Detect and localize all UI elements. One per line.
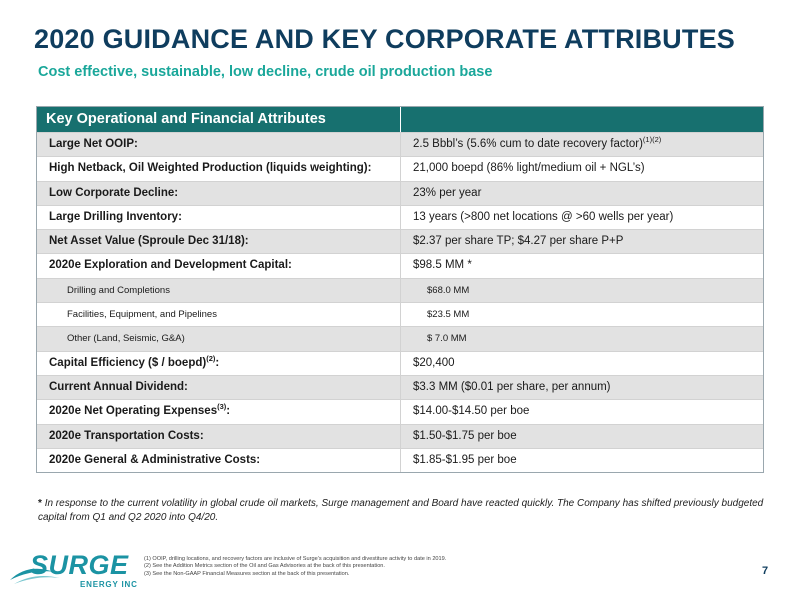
- row-value: [401, 206, 763, 229]
- table-row: [37, 351, 763, 375]
- row-value-text: $23.5 MM: [427, 309, 470, 321]
- row-value-text: 23% per year: [413, 186, 482, 199]
- note-text: In response to the current volatility in global crude oil markets, Surge management and Board have reacted quickly. The Company has shifted previously budgeted capital from Q1 and Q2 2020 into Q4/20.: [38, 498, 764, 523]
- row-value-text: 21,000 boepd (86% light/medium oil + NGL’s): [413, 162, 645, 175]
- footnotes: [144, 556, 446, 578]
- row-label-text: Large Drilling Inventory:: [49, 210, 182, 223]
- page-subtitle: Cost effective, sustainable, low decline, crude oil production base: [38, 64, 493, 80]
- row-label-text: Other (Land, Seismic, G&A): [67, 333, 185, 345]
- row-label: [37, 279, 401, 302]
- logo-wordmark: SURGE: [30, 550, 129, 580]
- row-value: [401, 352, 763, 375]
- row-label: [37, 254, 401, 277]
- table-row: [37, 253, 763, 277]
- row-value-text: $1.85-$1.95 per boe: [413, 453, 517, 466]
- page-title: 2020 GUIDANCE AND KEY CORPORATE ATTRIBUTES: [34, 24, 735, 54]
- row-label: [37, 182, 401, 205]
- table-row: [37, 424, 763, 448]
- table-row: [37, 326, 763, 350]
- footnote-2: (2) See the Addition Metrics section of the Oil and Gas Advisories at the back of this presentation.: [144, 563, 385, 570]
- row-value: [401, 182, 763, 205]
- row-label-text: Facilities, Equipment, and Pipelines: [67, 309, 217, 321]
- table-row: [37, 132, 763, 156]
- row-label-text: 2020e General & Administrative Costs:: [49, 453, 261, 466]
- table-row: [37, 399, 763, 423]
- row-label-text: Drilling and Completions: [67, 284, 170, 296]
- row-label: [37, 425, 401, 448]
- row-label-suffix: :: [215, 356, 220, 369]
- row-value: [401, 157, 763, 180]
- table-row: [37, 448, 763, 472]
- row-label-footnote-ref: (2): [206, 353, 216, 363]
- table-row: [37, 375, 763, 399]
- row-label: [37, 303, 401, 326]
- table-row: [37, 302, 763, 326]
- row-label-suffix: :: [226, 405, 231, 418]
- row-label-text: 2020e Exploration and Development Capital:: [49, 259, 292, 272]
- row-label: [37, 206, 401, 229]
- page-number: 7: [762, 565, 769, 577]
- row-label: [37, 376, 401, 399]
- row-label-text: Capital Efficiency ($ / boepd): [49, 356, 207, 369]
- row-value-text: $14.00-$14.50 per boe: [413, 405, 530, 418]
- surge-logo: [8, 548, 140, 594]
- row-value: [401, 230, 763, 253]
- row-value-text: $ 7.0 MM: [427, 333, 467, 345]
- row-label-text: High Netback, Oil Weighted Production (liquids weighting):: [49, 162, 372, 175]
- row-value: [401, 327, 763, 350]
- row-value: [401, 254, 763, 277]
- row-label: [37, 133, 401, 156]
- note-star: *: [38, 498, 42, 509]
- footnote-1: (1) OOIP, drilling locations, and recovery factors are inclusive of Surge’s acquisition and divestiture activity to date in 2019.: [144, 556, 447, 562]
- volatility-note: [38, 497, 768, 525]
- row-value-text: $98.5 MM *: [413, 259, 472, 272]
- table-row: [37, 156, 763, 180]
- row-value: [401, 425, 763, 448]
- row-value-text: 13 years (>800 net locations @ >60 wells per year): [413, 210, 674, 223]
- table-body: [37, 132, 763, 472]
- row-label-text: Net Asset Value (Sproule Dec 31/18):: [49, 235, 249, 248]
- row-value-text: $3.3 MM ($0.01 per share, per annum): [413, 380, 611, 393]
- row-label: [37, 352, 401, 375]
- row-value-text: 2.5 Bbbl’s (5.6% cum to date recovery factor): [413, 138, 643, 150]
- row-label-footnote-ref: (3): [217, 402, 227, 412]
- logo-tagline: ENERGY INC: [80, 580, 138, 589]
- row-value-text: $20,400: [413, 356, 455, 369]
- table-row: [37, 181, 763, 205]
- table-header-title: Key Operational and Financial Attributes: [46, 111, 326, 127]
- row-label-text: Large Net OOIP:: [49, 138, 138, 150]
- row-value: [401, 449, 763, 472]
- table-header-empty: [400, 107, 763, 132]
- row-label: [37, 157, 401, 180]
- attributes-table: [36, 106, 764, 473]
- row-label: [37, 400, 401, 423]
- row-label-text: Current Annual Dividend:: [49, 380, 188, 393]
- table-row: [37, 278, 763, 302]
- row-value: [401, 279, 763, 302]
- table-row: [37, 205, 763, 229]
- row-value-text: $1.50-$1.75 per boe: [413, 429, 517, 442]
- row-value: [401, 133, 763, 156]
- row-label: [37, 230, 401, 253]
- table-header: [37, 107, 763, 132]
- row-value-text: $68.0 MM: [427, 284, 470, 296]
- row-label: [37, 327, 401, 350]
- row-value: [401, 376, 763, 399]
- row-label-text: 2020e Net Operating Expenses: [49, 405, 218, 418]
- row-value: [401, 303, 763, 326]
- row-value-text: $2.37 per share TP; $4.27 per share P+P: [413, 235, 624, 248]
- row-value-footnote-ref: (1)(2): [642, 135, 662, 145]
- footnote-3: (3) See the Non-GAAP Financial Measures section at the back of this presentation.: [144, 570, 350, 577]
- row-label: [37, 449, 401, 472]
- row-value: [401, 400, 763, 423]
- table-row: [37, 229, 763, 253]
- row-label-text: 2020e Transportation Costs:: [49, 429, 204, 442]
- row-label-text: Low Corporate Decline:: [49, 186, 179, 199]
